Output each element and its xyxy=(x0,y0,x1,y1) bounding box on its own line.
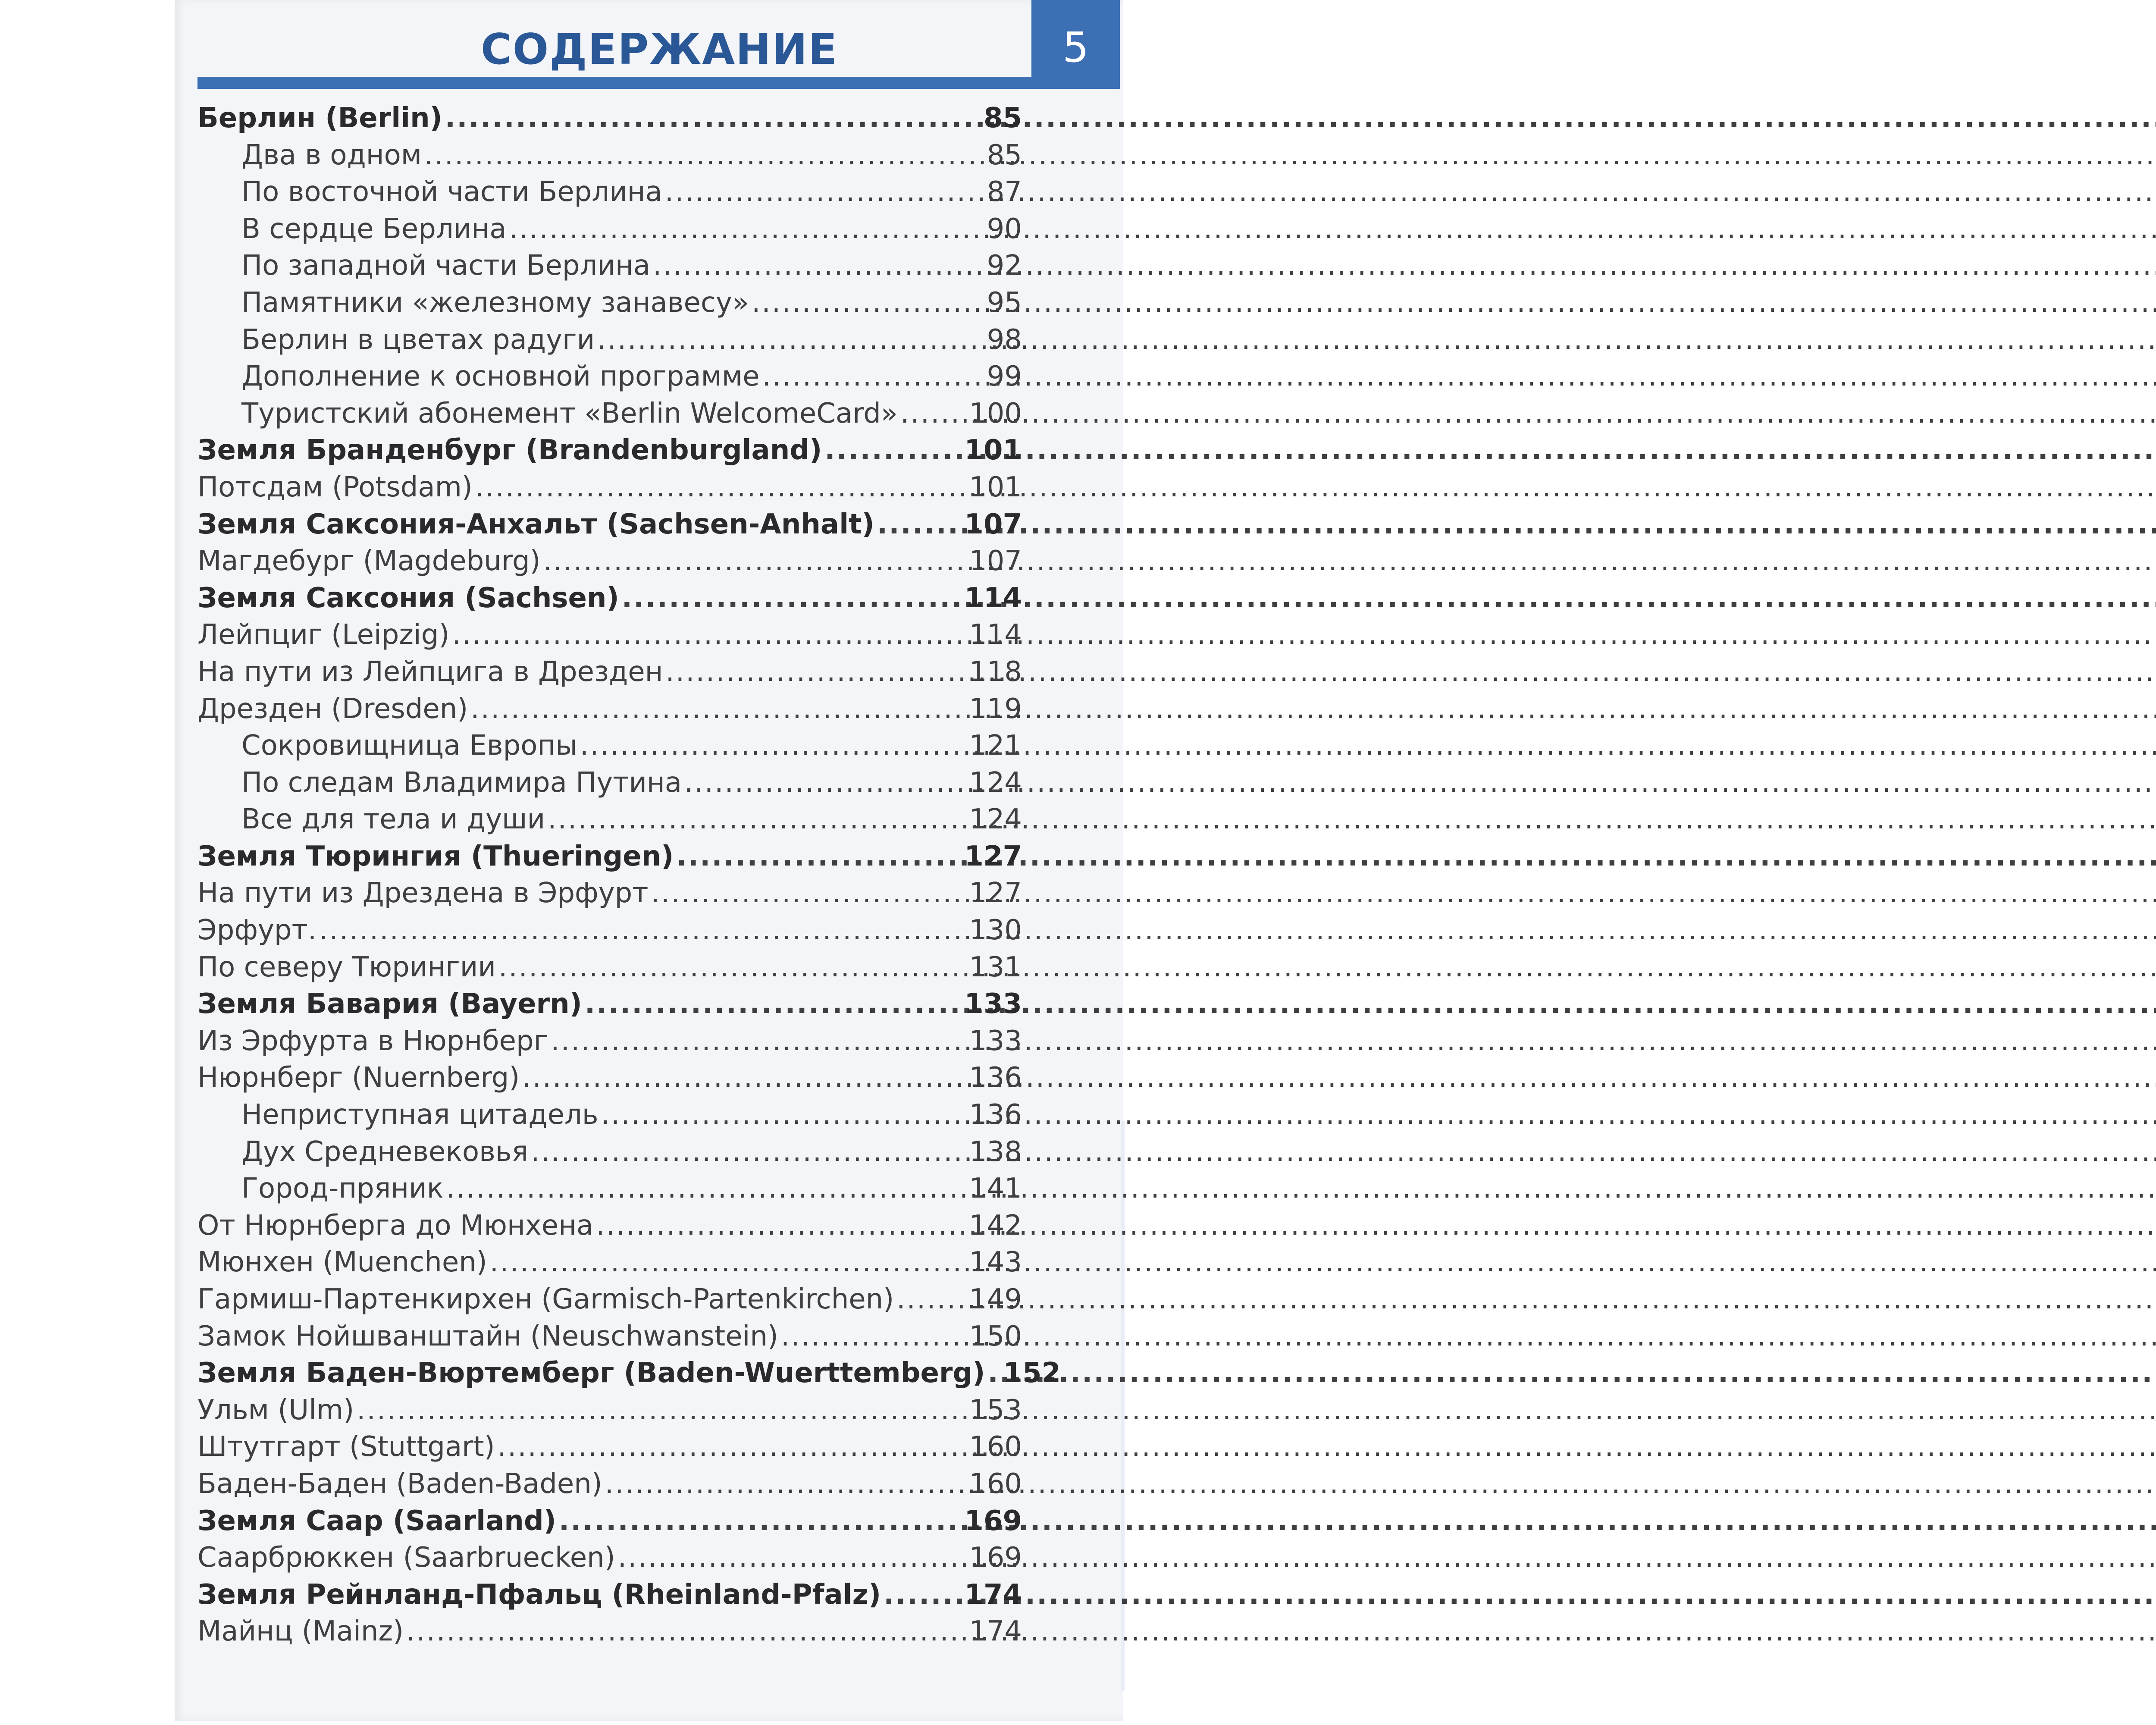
toc-dot-leader xyxy=(490,1244,967,1281)
toc-entry-page: 160 xyxy=(969,1468,1022,1500)
toc-entry xyxy=(197,1170,1022,1208)
toc-entry xyxy=(197,580,1022,617)
toc-entry xyxy=(197,765,1022,802)
toc-dot-leader xyxy=(597,322,984,359)
toc-entry-page: 98 xyxy=(987,323,1022,356)
toc-entry-page: 133 xyxy=(969,1025,1022,1057)
toc-entry xyxy=(197,1023,1022,1060)
toc-entry xyxy=(197,912,1022,949)
toc-dot-leader xyxy=(424,137,984,174)
toc-entry-page: 174 xyxy=(969,1615,1022,1648)
toc-entry-page: 169 xyxy=(964,1505,1022,1537)
toc-dot-leader xyxy=(452,617,967,654)
toc-entry xyxy=(197,1060,1022,1097)
toc-entry-page: 118 xyxy=(969,656,1022,688)
toc-entry xyxy=(197,986,1022,1023)
toc-dot-leader xyxy=(665,654,966,691)
toc-entry xyxy=(197,1134,1022,1171)
toc-entry xyxy=(197,506,1022,543)
toc-entry-title: Мюнхен (Muenchen) xyxy=(197,1246,487,1279)
toc-entry xyxy=(197,1208,1022,1245)
toc-entry-title: Нюрнберг (Nuernberg) xyxy=(197,1062,520,1094)
toc-entry-page: 101 xyxy=(969,471,1022,503)
toc-entry-page: 149 xyxy=(969,1283,1022,1315)
toc-entry-title: На пути из Лейпцига в Дрезден xyxy=(197,656,663,688)
toc-entry-page: 142 xyxy=(969,1209,1022,1242)
toc-dot-leader xyxy=(762,358,984,395)
toc-entry-title: Магдебург (Magdeburg) xyxy=(197,545,541,577)
toc-entry-title: Город-пряник xyxy=(241,1173,444,1205)
toc-dot-leader xyxy=(601,1097,967,1134)
toc-entry-title: Земля Саар (Saarland) xyxy=(197,1505,556,1537)
toc-dot-leader xyxy=(509,211,984,248)
toc-entry-page: 141 xyxy=(969,1173,1022,1205)
toc-entry xyxy=(197,248,1022,285)
toc-entry-page: 85 xyxy=(983,102,1022,134)
toc-dot-leader xyxy=(877,506,962,543)
toc-entry-page: 101 xyxy=(964,434,1022,467)
toc-dot-leader xyxy=(676,838,962,875)
toc-dot-leader xyxy=(470,691,967,728)
page-title: СОДЕРЖАНИЕ xyxy=(481,25,838,74)
toc-dot-leader xyxy=(531,1134,967,1171)
toc-entry-title: Баден-Баден (Baden-Baden) xyxy=(197,1468,602,1500)
toc-dot-leader xyxy=(543,543,967,580)
toc-entry-title: На пути из Дрездена в Эрфурт xyxy=(197,877,649,910)
toc-entry xyxy=(197,1540,1022,1577)
toc-entry-page: 143 xyxy=(969,1246,1022,1279)
toc-entry-title: Земля Саксония-Анхальт (Sachsen-Anhalt) xyxy=(197,508,874,540)
toc-entry xyxy=(197,1429,1022,1466)
toc-entry-page: 107 xyxy=(964,508,1022,540)
toc-dot-leader xyxy=(752,285,984,322)
toc-entry-page: 99 xyxy=(987,361,1022,393)
toc-entry xyxy=(197,137,1022,174)
toc-entry-page: 169 xyxy=(969,1542,1022,1574)
toc-entry-title: По северу Тюрингии xyxy=(197,951,496,983)
toc-entry-title: Гармиш-Партенкирхен (Garmisch-Partenkirchen) xyxy=(197,1283,894,1315)
toc-dot-leader xyxy=(559,1503,962,1540)
toc-entry xyxy=(197,801,1022,838)
toc-entry xyxy=(197,1392,1022,1429)
toc-entry xyxy=(197,1097,1022,1134)
toc-entry xyxy=(197,211,1022,248)
toc-entry-title: Земля Баден-Вюртемберг (Baden-Wuerttemberg) xyxy=(197,1357,985,1389)
toc-entry xyxy=(197,1244,1022,1281)
toc-dot-leader xyxy=(665,174,984,211)
toc-dot-leader xyxy=(357,1392,967,1429)
toc-entry-title: Дрезден (Dresden) xyxy=(197,693,468,725)
toc-entry-title: Дополнение к основной программе xyxy=(241,361,760,393)
toc-dot-leader xyxy=(580,728,967,765)
toc-entry xyxy=(197,322,1022,359)
toc-dot-leader xyxy=(684,765,967,802)
toc-entry-title: Дух Средневековья xyxy=(241,1135,529,1168)
toc-entry-page: 124 xyxy=(969,766,1022,799)
toc-entry xyxy=(197,1281,1022,1318)
toc-entry-title: Замок Нойшванштайн (Neuschwanstein) xyxy=(197,1320,778,1352)
header-rule xyxy=(197,77,1094,89)
toc-dot-leader xyxy=(446,1170,966,1208)
toc-entry xyxy=(197,838,1022,875)
toc-dot-leader xyxy=(884,1577,962,1614)
toc-dot-leader xyxy=(498,1429,967,1466)
toc-dot-leader xyxy=(900,395,967,433)
toc-dot-leader xyxy=(475,469,967,506)
table-of-contents xyxy=(197,100,1061,1650)
toc-dot-leader xyxy=(896,1281,967,1318)
toc-entry xyxy=(197,543,1022,580)
toc-dot-leader xyxy=(653,248,984,285)
toc-entry-title: Берлин (Berlin) xyxy=(197,102,442,134)
toc-entry-title: Земля Саксония (Sachsen) xyxy=(197,582,619,614)
toc-entry-title: По западной части Берлина xyxy=(241,250,651,282)
toc-dot-leader xyxy=(551,1023,967,1060)
toc-entry-page: 138 xyxy=(969,1135,1022,1168)
toc-entry xyxy=(197,469,1022,506)
toc-entry-page: 100 xyxy=(969,397,1022,430)
toc-dot-leader xyxy=(781,1318,967,1355)
toc-entry-page: 127 xyxy=(969,877,1022,910)
toc-entry-title: Штутгарт (Stuttgart) xyxy=(197,1431,495,1463)
toc-dot-leader xyxy=(585,986,962,1023)
toc-entry xyxy=(197,654,1022,691)
toc-entry-title: Берлин в цветах радуги xyxy=(241,323,595,356)
toc-entry-page: 92 xyxy=(987,250,1022,282)
toc-entry-title: Из Эрфурта в Нюрнберг xyxy=(197,1025,548,1057)
toc-entry-page: 107 xyxy=(969,545,1022,577)
toc-entry-page: 95 xyxy=(987,286,1022,319)
toc-entry-page: 124 xyxy=(969,803,1022,836)
toc-entry xyxy=(197,1466,1022,1503)
toc-entry-page: 114 xyxy=(964,582,1022,614)
toc-entry-title: Неприступная цитадель xyxy=(241,1099,599,1131)
toc-entry xyxy=(197,174,1022,211)
toc-entry-page: 152 xyxy=(1003,1357,1061,1389)
page-number-tab xyxy=(1031,0,1120,89)
toc-dot-leader xyxy=(605,1466,967,1503)
toc-entry-title: Лейпциг (Leipzig) xyxy=(197,619,450,651)
toc-entry-page: 114 xyxy=(969,619,1022,651)
toc-entry-page: 119 xyxy=(969,693,1022,725)
toc-entry-title: В сердце Берлина xyxy=(241,213,507,245)
toc-entry xyxy=(197,1577,1022,1614)
toc-entry-title: Майнц (Mainz) xyxy=(197,1615,404,1648)
toc-entry xyxy=(197,100,1022,137)
toc-entry xyxy=(197,617,1022,654)
toc-entry-title: Земля Бранденбург (Brandenburgland) xyxy=(197,434,822,467)
toc-dot-leader xyxy=(498,949,967,986)
toc-entry-page: 150 xyxy=(969,1320,1022,1352)
toc-entry xyxy=(197,1613,1022,1650)
toc-entry xyxy=(197,875,1022,912)
toc-entry xyxy=(197,395,1022,433)
toc-entry xyxy=(197,949,1022,986)
toc-entry-title: По восточной части Берлина xyxy=(241,176,662,208)
toc-entry-title: Сокровищница Европы xyxy=(241,730,577,762)
toc-entry xyxy=(197,1318,1022,1355)
toc-entry-title: Саарбрюккен (Saarbruecken) xyxy=(197,1542,615,1574)
toc-entry-title: По следам Владимира Путина xyxy=(241,766,682,799)
toc-entry-title: Ульм (Ulm) xyxy=(197,1394,354,1426)
toc-dot-leader xyxy=(522,1060,967,1097)
toc-entry-title: Два в одном xyxy=(241,139,422,171)
toc-dot-leader xyxy=(445,100,981,137)
toc-entry-title: Земля Бавария (Bayern) xyxy=(197,988,582,1020)
toc-entry-title: Все для тела и души xyxy=(241,803,545,836)
toc-dot-leader xyxy=(596,1208,967,1245)
toc-entry xyxy=(197,1355,1061,1392)
toc-dot-leader xyxy=(406,1613,967,1650)
toc-entry-page: 133 xyxy=(964,988,1022,1020)
toc-entry-page: 131 xyxy=(969,951,1022,983)
toc-dot-leader xyxy=(622,580,962,617)
toc-entry-title: От Нюрнберга до Мюнхена xyxy=(197,1209,594,1242)
toc-entry-title: Эрфурт. xyxy=(197,914,317,947)
toc-entry-page: 130 xyxy=(969,914,1022,947)
toc-entry-page: 90 xyxy=(987,213,1022,245)
toc-entry-title: Земля Тюрингия (Thueringen) xyxy=(197,840,674,872)
toc-entry-page: 136 xyxy=(969,1099,1022,1131)
toc-entry-page: 136 xyxy=(969,1062,1022,1094)
toc-entry xyxy=(197,285,1022,322)
toc-dot-leader xyxy=(824,432,962,469)
toc-entry xyxy=(197,728,1022,765)
toc-entry xyxy=(197,432,1022,469)
toc-dot-leader xyxy=(651,875,967,912)
toc-entry-page: 160 xyxy=(969,1431,1022,1463)
toc-entry-page: 174 xyxy=(964,1578,1022,1611)
toc-entry-page: 127 xyxy=(964,840,1022,872)
toc-entry-page: 87 xyxy=(987,176,1022,208)
page-number: 5 xyxy=(1062,23,1089,72)
toc-entry xyxy=(197,691,1022,728)
toc-entry-page: 153 xyxy=(969,1394,1022,1426)
toc-entry-title: Земля Рейнланд-Пфальц (Rheinland-Pfalz) xyxy=(197,1578,881,1611)
toc-dot-leader xyxy=(618,1540,967,1577)
toc-dot-leader xyxy=(548,801,967,838)
toc-dot-leader xyxy=(987,1355,1000,1392)
toc-entry-title: Потсдам (Potsdam) xyxy=(197,471,473,503)
toc-entry-page: 121 xyxy=(969,730,1022,762)
toc-entry-title: Туристский абонемент «Berlin WelcomeCard» xyxy=(241,397,898,430)
toc-entry-title: Памятники «железному занавесу» xyxy=(241,286,749,319)
toc-entry xyxy=(197,1503,1022,1540)
toc-entry xyxy=(197,358,1022,395)
toc-dot-leader xyxy=(319,912,967,949)
toc-entry-page: 85 xyxy=(987,139,1022,171)
